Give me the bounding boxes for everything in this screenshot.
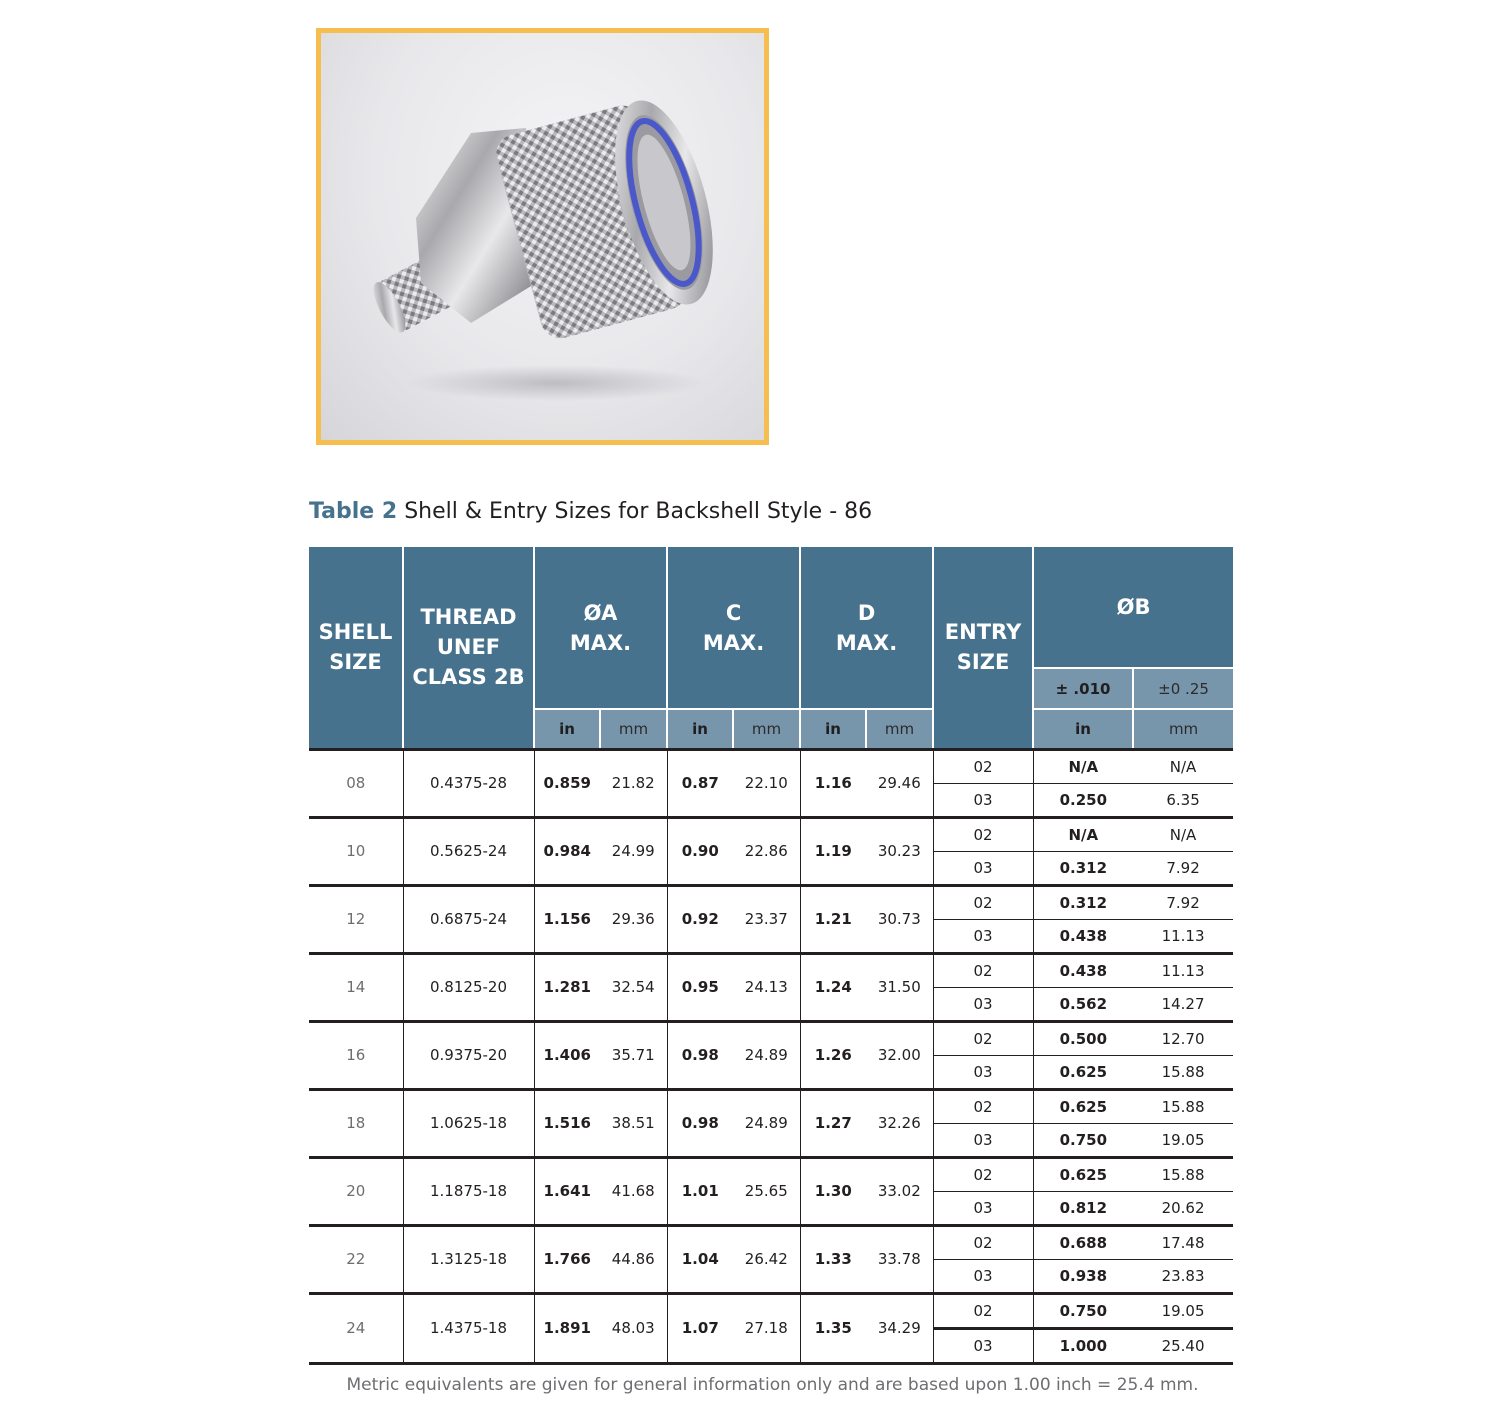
cell-b-mm: 14.27 <box>1133 987 1233 1021</box>
cell-entry-size: 03 <box>933 783 1033 817</box>
header-text: THREAD <box>420 605 517 630</box>
cell-b-in: 0.312 <box>1033 885 1133 919</box>
footnote: Metric equivalents are given for general information only and are based upon 1.00 inch = 25.4 mm. <box>346 1375 1199 1395</box>
header-entry-size <box>933 547 1033 749</box>
cell-b-mm: 15.88 <box>1133 1089 1233 1123</box>
header-b-tolerance-in: ± .010 <box>1033 668 1133 709</box>
header-shell-size <box>309 547 403 749</box>
cell-a-mm: 41.68 <box>600 1157 667 1225</box>
cell-thread: 0.6875-24 <box>403 885 534 953</box>
header-a-in: in <box>534 709 600 749</box>
cell-d-in: 1.21 <box>800 885 866 953</box>
cell-d-in: 1.27 <box>800 1089 866 1157</box>
table-title <box>309 499 872 524</box>
cell-b-in: 0.688 <box>1033 1225 1133 1259</box>
cell-entry-size: 03 <box>933 919 1033 953</box>
header-text: SIZE <box>956 650 1010 675</box>
cell-b-in: 0.312 <box>1033 851 1133 885</box>
cell-d-in: 1.16 <box>800 749 866 817</box>
cell-b-in: 0.938 <box>1033 1259 1133 1293</box>
header-text: SHELL <box>318 620 393 645</box>
cell-entry-size: 02 <box>933 1293 1033 1328</box>
cell-c-in: 0.90 <box>667 817 733 885</box>
header-c-mm: mm <box>733 709 800 749</box>
cell-shell-size: 24 <box>309 1293 403 1363</box>
cell-d-mm: 29.46 <box>866 749 933 817</box>
cell-c-mm: 24.89 <box>733 1089 800 1157</box>
cell-thread: 0.5625-24 <box>403 817 534 885</box>
cell-d-in: 1.33 <box>800 1225 866 1293</box>
cell-entry-size: 03 <box>933 1055 1033 1089</box>
product-image <box>316 28 769 445</box>
cell-b-mm: 25.40 <box>1133 1328 1233 1363</box>
header-text: MAX. <box>835 630 898 655</box>
cell-a-mm: 32.54 <box>600 953 667 1021</box>
cell-entry-size: 03 <box>933 1328 1033 1363</box>
cell-entry-size: 03 <box>933 987 1033 1021</box>
cell-a-in: 1.156 <box>534 885 600 953</box>
cell-a-in: 0.859 <box>534 749 600 817</box>
cell-thread: 1.0625-18 <box>403 1089 534 1157</box>
cell-b-mm: 11.13 <box>1133 953 1233 987</box>
cell-entry-size: 03 <box>933 1191 1033 1225</box>
table-caption: Shell & Entry Sizes for Backshell Style - 86 <box>397 499 873 524</box>
cell-b-mm: 23.83 <box>1133 1259 1233 1293</box>
cell-b-mm: N/A <box>1133 749 1233 783</box>
cell-entry-size: 02 <box>933 1225 1033 1259</box>
cell-entry-size: 02 <box>933 1021 1033 1055</box>
cell-d-mm: 30.73 <box>866 885 933 953</box>
cell-b-in: 0.562 <box>1033 987 1133 1021</box>
cell-entry-size: 02 <box>933 885 1033 919</box>
cell-c-mm: 27.18 <box>733 1293 800 1363</box>
cell-shell-size: 08 <box>309 749 403 817</box>
cell-b-in: 0.500 <box>1033 1021 1133 1055</box>
cell-thread: 0.9375-20 <box>403 1021 534 1089</box>
header-text: UNEF <box>436 635 501 660</box>
cell-a-mm: 48.03 <box>600 1293 667 1363</box>
cell-d-in: 1.35 <box>800 1293 866 1363</box>
cell-b-mm: 20.62 <box>1133 1191 1233 1225</box>
cell-b-mm: N/A <box>1133 817 1233 851</box>
cell-d-in: 1.19 <box>800 817 866 885</box>
cell-b-in: 0.250 <box>1033 783 1133 817</box>
cell-b-mm: 6.35 <box>1133 783 1233 817</box>
cell-a-mm: 21.82 <box>600 749 667 817</box>
cell-b-mm: 11.13 <box>1133 919 1233 953</box>
cell-b-in: 0.812 <box>1033 1191 1133 1225</box>
cell-shell-size: 12 <box>309 885 403 953</box>
cell-a-mm: 44.86 <box>600 1225 667 1293</box>
cell-d-mm: 33.78 <box>866 1225 933 1293</box>
backshell-connector-illustration <box>321 33 764 440</box>
header-b: ØB <box>1033 547 1233 668</box>
table-row <box>309 885 1233 919</box>
cell-d-mm: 33.02 <box>866 1157 933 1225</box>
cell-entry-size: 03 <box>933 851 1033 885</box>
cell-d-in: 1.24 <box>800 953 866 1021</box>
cell-b-in: 0.625 <box>1033 1055 1133 1089</box>
header-text: D <box>857 600 876 625</box>
cell-b-in: 0.625 <box>1033 1157 1133 1191</box>
table-number: Table 2 <box>309 499 398 524</box>
cell-shell-size: 20 <box>309 1157 403 1225</box>
cell-b-mm: 17.48 <box>1133 1225 1233 1259</box>
cell-b-in: 0.438 <box>1033 919 1133 953</box>
header-text: MAX. <box>702 630 765 655</box>
header-d-in: in <box>800 709 866 749</box>
cell-a-mm: 38.51 <box>600 1089 667 1157</box>
cell-c-in: 0.87 <box>667 749 733 817</box>
cell-c-in: 0.95 <box>667 953 733 1021</box>
table-body <box>309 749 1233 1363</box>
cell-entry-size: 02 <box>933 1157 1033 1191</box>
cell-d-mm: 32.26 <box>866 1089 933 1157</box>
cell-b-in: 0.438 <box>1033 953 1133 987</box>
cell-a-mm: 29.36 <box>600 885 667 953</box>
table-row <box>309 817 1233 851</box>
table-row <box>309 953 1233 987</box>
cell-c-in: 1.01 <box>667 1157 733 1225</box>
cell-a-in: 1.766 <box>534 1225 600 1293</box>
cell-c-mm: 25.65 <box>733 1157 800 1225</box>
cell-thread: 1.3125-18 <box>403 1225 534 1293</box>
cell-thread: 0.8125-20 <box>403 953 534 1021</box>
cell-shell-size: 16 <box>309 1021 403 1089</box>
cell-c-mm: 23.37 <box>733 885 800 953</box>
cell-d-mm: 34.29 <box>866 1293 933 1363</box>
header-text: SIZE <box>329 650 382 675</box>
header-a-max <box>534 547 667 709</box>
cell-a-in: 1.281 <box>534 953 600 1021</box>
cell-b-in: N/A <box>1033 749 1133 783</box>
cell-d-in: 1.26 <box>800 1021 866 1089</box>
cell-c-in: 0.92 <box>667 885 733 953</box>
header-text: C <box>725 600 742 625</box>
table-row <box>309 1293 1233 1328</box>
cell-a-in: 1.891 <box>534 1293 600 1363</box>
header-a-mm: mm <box>600 709 667 749</box>
cell-c-mm: 22.10 <box>733 749 800 817</box>
cell-b-in: 1.000 <box>1033 1328 1133 1363</box>
cell-a-in: 1.516 <box>534 1089 600 1157</box>
table-row <box>309 749 1233 783</box>
cell-b-mm: 7.92 <box>1133 885 1233 919</box>
cell-b-mm: 19.05 <box>1133 1123 1233 1157</box>
header-c-max <box>667 547 800 709</box>
cell-entry-size: 02 <box>933 749 1033 783</box>
cell-c-in: 1.04 <box>667 1225 733 1293</box>
cell-a-in: 1.406 <box>534 1021 600 1089</box>
cell-b-in: 0.750 <box>1033 1123 1133 1157</box>
cell-thread: 0.4375-28 <box>403 749 534 817</box>
cell-b-mm: 19.05 <box>1133 1293 1233 1328</box>
cell-b-mm: 7.92 <box>1133 851 1233 885</box>
cell-b-in: N/A <box>1033 817 1133 851</box>
cell-c-mm: 24.13 <box>733 953 800 1021</box>
table-row <box>309 1089 1233 1123</box>
cell-entry-size: 02 <box>933 953 1033 987</box>
cell-d-mm: 30.23 <box>866 817 933 885</box>
header-d-mm: mm <box>866 709 933 749</box>
cell-b-mm: 12.70 <box>1133 1021 1233 1055</box>
cell-c-in: 0.98 <box>667 1021 733 1089</box>
header-b-in: in <box>1033 709 1133 749</box>
cell-d-mm: 31.50 <box>866 953 933 1021</box>
cell-c-mm: 26.42 <box>733 1225 800 1293</box>
header-d-max <box>800 547 933 709</box>
cell-c-mm: 22.86 <box>733 817 800 885</box>
cell-b-in: 0.750 <box>1033 1293 1133 1328</box>
cell-shell-size: 22 <box>309 1225 403 1293</box>
header-text: ENTRY <box>944 620 1022 645</box>
cell-entry-size: 03 <box>933 1123 1033 1157</box>
table-row <box>309 1225 1233 1259</box>
cell-d-in: 1.30 <box>800 1157 866 1225</box>
cell-c-in: 0.98 <box>667 1089 733 1157</box>
cell-a-mm: 24.99 <box>600 817 667 885</box>
cell-thread: 1.1875-18 <box>403 1157 534 1225</box>
table-row <box>309 1021 1233 1055</box>
header-b-mm: mm <box>1133 709 1233 749</box>
shell-entry-size-table <box>309 547 1233 1365</box>
cell-a-mm: 35.71 <box>600 1021 667 1089</box>
cell-a-in: 0.984 <box>534 817 600 885</box>
header-b-tolerance-mm: ±0 .25 <box>1133 668 1233 709</box>
header-text: ØA <box>583 600 618 625</box>
header-text: CLASS 2B <box>412 665 525 690</box>
cell-shell-size: 10 <box>309 817 403 885</box>
cell-c-mm: 24.89 <box>733 1021 800 1089</box>
cell-b-in: 0.625 <box>1033 1089 1133 1123</box>
cell-thread: 1.4375-18 <box>403 1293 534 1363</box>
cell-b-mm: 15.88 <box>1133 1055 1233 1089</box>
header-text: MAX. <box>569 630 632 655</box>
cell-entry-size: 03 <box>933 1259 1033 1293</box>
header-c-in: in <box>667 709 733 749</box>
table-row <box>309 1157 1233 1191</box>
header-thread <box>403 547 534 749</box>
cell-d-mm: 32.00 <box>866 1021 933 1089</box>
cell-shell-size: 18 <box>309 1089 403 1157</box>
cell-entry-size: 02 <box>933 817 1033 851</box>
cell-a-in: 1.641 <box>534 1157 600 1225</box>
cell-b-mm: 15.88 <box>1133 1157 1233 1191</box>
cell-c-in: 1.07 <box>667 1293 733 1363</box>
cell-shell-size: 14 <box>309 953 403 1021</box>
cell-entry-size: 02 <box>933 1089 1033 1123</box>
